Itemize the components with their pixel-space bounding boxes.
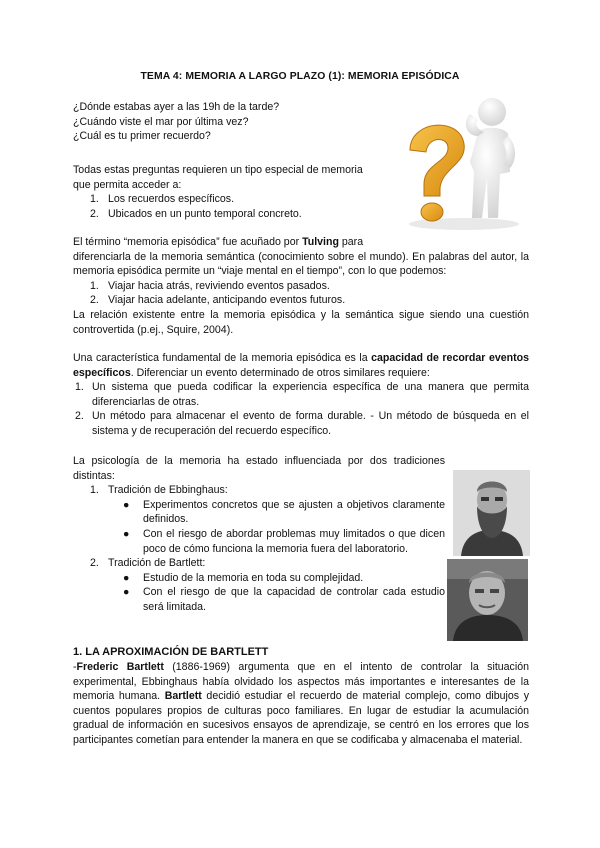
tradicion-1-label: Tradición de Ebbinghaus: (108, 484, 228, 497)
tulving-item-2: 2. Viajar hacia adelante, anticipando eventos futuros. (90, 294, 346, 307)
tradiciones-block (73, 454, 445, 615)
question-1: ¿Dónde estabas ayer a las 19h de la tarde? (73, 101, 280, 113)
caracteristica-item-1: 1. Un sistema que pueda codificar la experiencia específica de una manera que permita diferenciarlas de otras. (75, 381, 529, 408)
tradicion-1-bullet-1: ● Experimentos concretos que se ajusten a objetivos claramente definidos. (123, 498, 445, 526)
page-title: TEMA 4: MEMORIA A LARGO PLAZO (1): MEMORIA EPISÓDICA (140, 71, 460, 82)
tradicion-2-bullets (108, 571, 445, 615)
tulving-item-1: 1. Viajar hacia atrás, reviviendo eventos pasados. (90, 279, 330, 292)
intro-line-2: que permita acceder a: (73, 178, 182, 191)
intro-item-1: 1. Los recuerdos específicos. (90, 193, 235, 206)
section-1-paragraph: -Frederic Bartlett (1886-1969) argumenta que en el intento de controlar la situación experimental, Ebbinghaus había olvidado los aspectos más importantes e interesantes de la memoria humana. Bartlett decidió estudiar el recuerdo de material complejo, como dibujos y cuentos populares propios de culturas poco familiares. En lugar de estudiar la acumulación gradual de información en sucesivos ensayos de aprendizaje, se centró en los errores que los participantes cometían para entender la manera en que se codificaba y almacenaba el material. (73, 661, 529, 746)
tulving-paragraph: El término “memoria episódica” fue acuñado por Tulving para diferenciarla de la memoria semántica (conocimiento sobre el mundo). En palabras del autor, la memoria episódica permite un “viaje mental en el tiempo”, con lo que podemos: 1. Viajar hacia atrás, reviviendo eventos pasados. 2. Viajar hacia adelante, anticipando eventos futuros. La relación existente entre la memoria episódica y la semántica sigue siendo una cuestión controvertida (p.ej., Squire, 2004). (73, 236, 529, 336)
tradicion-2-bullet-1: ● Estudio de la memoria en toda su complejidad. (123, 571, 364, 584)
intro-paragraph (73, 163, 383, 221)
tradicion-1-bullet-2: ● Con el riesgo de abordar problemas muy limitados o que dicen poco de cómo funciona la memoria fuera del laboratorio. (123, 527, 445, 555)
intro-list (73, 192, 383, 221)
bartlett-portrait-image (447, 559, 528, 641)
caracteristica-list (73, 380, 529, 438)
tradicion-2-label: Tradición de Bartlett: (108, 557, 206, 570)
intro-line-1: Todas estas preguntas requieren un tipo especial de memoria (73, 164, 363, 176)
tradiciones-intro: La psicología de la memoria ha estado influenciada por dos tradiciones distintas: (73, 455, 445, 482)
tulving-text: diferenciarla de la memoria semántica (conocimiento sobre el mundo). En palabras del autor, la memoria episódica permite un “viaje mental en el tiempo”, con lo que podemos: (73, 250, 529, 278)
tradicion-1-bullets (108, 498, 445, 556)
question-3: ¿Cuál es tu primer recuerdo? (73, 130, 211, 143)
intro-item-2: 2. Ubicados en un punto temporal concreto. (90, 207, 302, 220)
tradicion-2: 2. Tradición de Bartlett: ● Estudio de la memoria en toda su complejidad. ● Con el riesgo de que la capacidad de controlar cada estudio será limitada. (90, 557, 445, 613)
caracteristica-paragraph: Una característica fundamental de la memoria episódica es la capacidad de recordar eventos específicos. Diferenciar un evento determinado de otros similares requiere: 1. Un sistema que pueda codificar la experiencia específica de una manera que permita diferenciarlas de otras. 2. Un método para almacenar el evento de forma durable. - Un método de búsqueda en el sistema y de recuperación del recuerdo específico. (73, 352, 529, 437)
question-2: ¿Cuándo viste el mar por última vez? (73, 115, 249, 128)
tulving-list (73, 279, 529, 308)
ebbinghaus-portrait-image (453, 470, 530, 556)
tulving-name: Tulving (302, 236, 339, 248)
tradicion-1: 1. Tradición de Ebbinghaus: ● Experimentos concretos que se ajusten a objetivos claramente definidos. ● Con el riesgo de abordar problemas muy limitados o que dicen poco de cómo funciona la memoria fuera del laboratorio. (90, 484, 445, 555)
section-1-heading: 1. LA APROXIMACIÓN DE BARTLETT (73, 646, 269, 658)
caracteristica-item-2: 2. Un método para almacenar el evento de forma durable. - Un método de búsqueda en el sistema y de recuperación del recuerdo específico. (75, 410, 529, 437)
tradicion-2-bullet-2: ● Con el riesgo de que la capacidad de controlar cada estudio será limitada. (123, 586, 445, 613)
tulving-after: La relación existente entre la memoria episódica y la semántica sigue siendo una cuestión controvertida (p.ej., Squire, 2004). (73, 308, 529, 336)
question-mark-figure-image (392, 92, 532, 232)
